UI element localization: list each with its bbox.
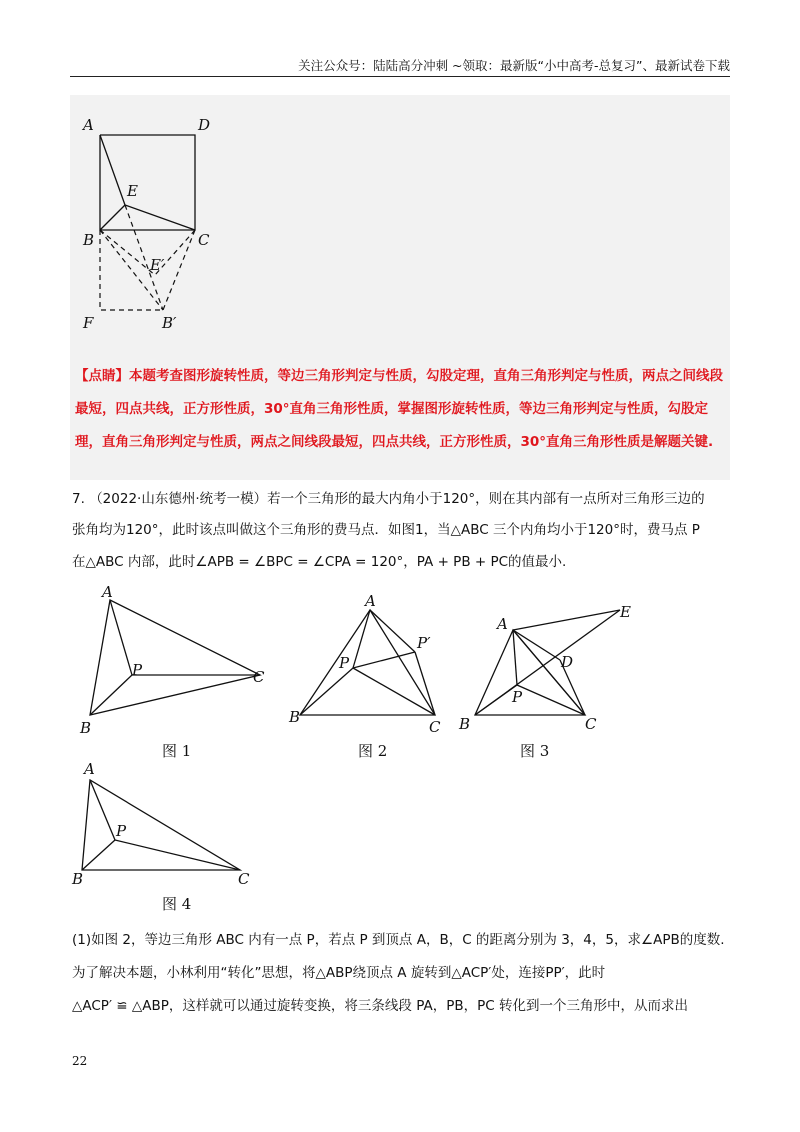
figure-2-caption: 图 2: [358, 742, 388, 760]
dashed-CB2: [163, 230, 195, 310]
page-number: 22: [72, 1054, 88, 1068]
fig1-label-A: A: [102, 585, 113, 601]
fig3-AE: [513, 610, 620, 630]
problem-7-line-3: 在△ABC 内部，此时∠APB = ∠BPC = ∠CPA = 120°，PA + PB + PC的值最小.: [72, 554, 567, 570]
figure-1-caption: 图 1: [162, 742, 192, 760]
main-figure: [70, 100, 270, 345]
fig3-label-D: D: [561, 653, 574, 671]
fig3-label-P: P: [512, 688, 523, 706]
key-point-tag: 【点睛】: [75, 368, 129, 384]
fig4-label-A: A: [84, 760, 95, 778]
problem-7-line-2: 张角均为120°，此时该点叫做这个三角形的费马点．如图1，当△ABC 三个内角均小于120°时，费马点 P: [72, 522, 700, 538]
label-E2: E′: [150, 256, 165, 274]
fig4-PA: [90, 780, 115, 840]
fig2-label-P2: P′: [417, 634, 431, 652]
figure-3: [455, 595, 645, 740]
figure-2: [285, 590, 455, 740]
figure-4: [70, 758, 270, 893]
part-1-line-2: 为了解决本题，小林利用“转化”思想，将△ABP绕顶点 A 旋转到△ACP′处，连接PP′，此时: [72, 965, 606, 981]
fig3-label-E: E: [620, 603, 631, 621]
fig3-label-A: A: [497, 615, 508, 633]
problem-7-line-1: [72, 484, 728, 515]
label-A: A: [83, 116, 94, 134]
fig4-label-B: B: [72, 870, 84, 888]
figure-4-caption: 图 4: [162, 895, 192, 913]
key-point-body: 本题考查图形旋转性质，等边三角形判定与性质，勾股定理，直角三角形判定与性质，两点之间线段最短，四点共线，正方形性质，30°直角三角形性质，掌握图形旋转性质，等边三角形判定与性质，勾股定理，直角三角形判定与性质，两点之间线段最短，四点共线，正方形性质，30°直角三角形性质是解题关键.: [75, 368, 723, 450]
figure-1: [70, 585, 280, 740]
figure-3-caption: 图 3: [520, 742, 550, 760]
label-B2: B′: [162, 314, 177, 332]
label-D: D: [198, 116, 211, 134]
fig1-label-P: P: [132, 661, 143, 679]
problem-text-1: （2022·山东德州·统考一模）若一个三角形的最大内角小于120°，则在其内部有一点所对三角形三边的: [89, 491, 705, 507]
part-1-line-3: △ACP′ ≌ △ABP，这样就可以通过旋转变换，将三条线段 PA，PB，PC 转化到一个三角形中，从而求出: [72, 998, 688, 1014]
fig3-PC: [517, 685, 585, 715]
fig4-label-C: C: [238, 870, 250, 888]
key-point-note: [75, 360, 725, 459]
fig2-label-C: C: [429, 718, 441, 736]
fig1-PA: [110, 600, 132, 675]
segment-AE: [100, 135, 125, 205]
label-E: E: [127, 182, 138, 200]
label-B: B: [83, 231, 95, 249]
fig3-label-C: C: [585, 715, 597, 733]
fig2-label-P: P: [339, 654, 350, 672]
fig3-PA: [513, 630, 517, 685]
label-C: C: [198, 231, 210, 249]
fig4-PB: [82, 840, 115, 870]
fig1-label-C: C: [253, 668, 265, 686]
header-rule: [70, 76, 730, 77]
dashed-BE2: [100, 230, 155, 275]
fig2-PA: [353, 610, 370, 668]
fig4-label-P: P: [116, 822, 127, 840]
fig2-label-B: B: [289, 708, 301, 726]
segment-BE: [100, 205, 125, 230]
fig2-label-A: A: [365, 592, 376, 610]
page-header: 关注公众号：陆陆高分冲刺 ~领取：最新版“小中高考-总复习”、最新试卷下载: [298, 58, 730, 73]
fig4-triangle: [82, 780, 240, 870]
fig2-triangle: [300, 610, 435, 715]
problem-number: 7.: [72, 491, 85, 507]
label-F: F: [83, 314, 94, 332]
fig3-label-B: B: [459, 715, 471, 733]
part-1-line-1: (1)如图 2，等边三角形 ABC 内有一点 P，若点 P 到顶点 A，B，C 的距离分别为 3，4，5，求∠APB的度数.: [72, 932, 725, 948]
fig3-AD: [513, 630, 560, 660]
segment-EC: [125, 205, 195, 230]
fig4-PC: [115, 840, 240, 870]
fig2-PP2: [353, 652, 415, 668]
fig1-label-B: B: [80, 719, 92, 737]
